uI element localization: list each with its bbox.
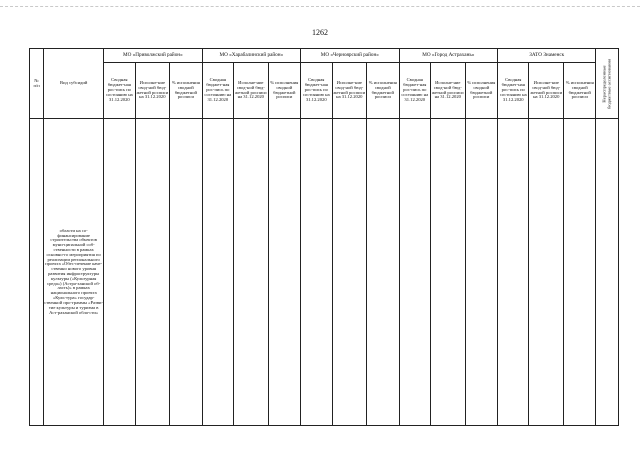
header-unallocated [596, 49, 619, 119]
cell-empty [170, 119, 202, 426]
cell-empty [104, 119, 135, 426]
cell-empty [596, 119, 619, 426]
header-group-astrakhan-city: МО «Город Астрахань» [399, 49, 497, 63]
sub-header-budget: Сводная бюджет-ная рос-пись по состоянию на 31.12.2020 [399, 63, 430, 119]
cell-empty [431, 119, 466, 426]
cell-empty [465, 119, 498, 426]
row-num [30, 119, 44, 426]
page-number: 1262 [312, 28, 328, 37]
header-group-chernoyarsky: МО «Черноярский район» [301, 49, 399, 63]
cell-empty [399, 119, 430, 426]
header-num: № п/п [30, 49, 44, 119]
sub-header-execution: Исполне-ние свод-ной бюд-жетной росписи на 31.12.2020 [135, 63, 170, 119]
sub-header-percent: % исполнения сводной бюджетной росписи [564, 63, 596, 119]
cell-empty [301, 119, 332, 426]
sub-header-execution: Исполне-ние свод-ной бюд-жетной росписи на 31.12.2020 [431, 63, 466, 119]
sub-header-percent: % исполнения сводной бюджетной росписи [367, 63, 400, 119]
header-subsidy-type: Вид субсидий [44, 49, 104, 119]
cell-empty [529, 119, 564, 426]
header-unallocated-label: Нераспределенные бюджетные ассигнования [601, 58, 613, 109]
sub-header-execution: Исполне-ние свод-ной бюд-жетной росписи на 31.12.2020 [529, 63, 564, 119]
sub-header-budget: Сводная бюджет-ная рос-пись по состоянию на 31.12.2020 [202, 63, 233, 119]
cell-empty [135, 119, 170, 426]
cell-empty [367, 119, 400, 426]
header-group-kharabalinsky: МО «Харабалинский район» [202, 49, 300, 63]
sub-header-budget: Сводная бюджет-ная рос-пись по состоянию на 31.12.2020 [301, 63, 332, 119]
cell-empty [268, 119, 300, 426]
sub-header-budget: Сводная бюджет-ная рос-пись по состоянию на 31.12.2020 [104, 63, 135, 119]
subsidy-table [29, 48, 619, 426]
cell-empty [564, 119, 596, 426]
sub-header-percent: % исполнения сводной бюджетной росписи [465, 63, 498, 119]
table-row [30, 119, 619, 426]
cell-empty [202, 119, 233, 426]
cell-empty [332, 119, 367, 426]
sub-header-percent: % исполнения сводной бюджетной росписи [268, 63, 300, 119]
cell-empty [234, 119, 269, 426]
row-subsidy-type: области на со-финансирование строительства объектов муни-ципальной соб-ственности в рамках основно-го мероприятия по реализации регионального проекта «Обес-печение каче-ственно нового уровня развития инфраструктуры культуры («Культурная среда») (Астра-ханской об-ласть)» в рамках национального проекта «Куль-тура» государ-ственной про-граммы «Разви-тие культуры и туризма в Аст-раханской обла-сти» [44, 119, 104, 426]
header-group-privolzhsky: МО «Приволжский район» [104, 49, 202, 63]
header-group-znamensk: ЗАТО Знаменск [498, 49, 596, 63]
sub-header-execution: Исполне-ние свод-ной бюд-жетной росписи на 31.12.2020 [234, 63, 269, 119]
sub-header-execution: Исполне-ние свод-ной бюд-жетной росписи на 31.12.2020 [332, 63, 367, 119]
sub-header-percent: % исполнения сводной бюджетной росписи [170, 63, 202, 119]
sub-header-budget: Сводная бюджет-ная рос-пись по состоянию на 31.12.2020 [498, 63, 529, 119]
cell-empty [498, 119, 529, 426]
